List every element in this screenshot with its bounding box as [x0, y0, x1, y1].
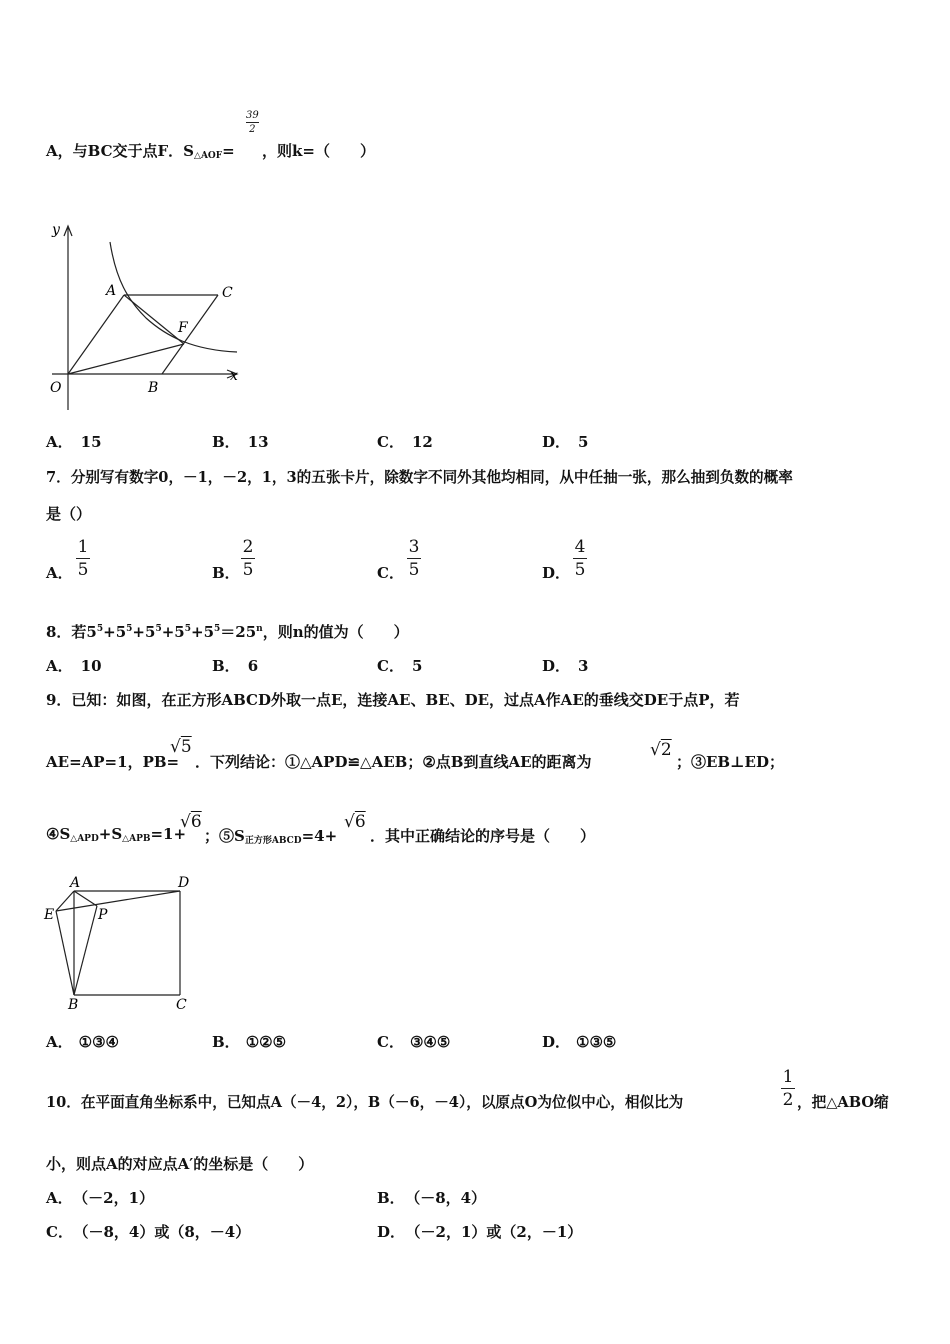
q6-option-d[interactable]: D． 5 [542, 433, 589, 451]
label-F: F [178, 320, 188, 336]
q8-option-a[interactable]: A． 10 [46, 657, 102, 675]
label-B: B [68, 997, 79, 1010]
q9-sqrt5: √5 [170, 737, 192, 757]
q10-option-b[interactable]: B． （－8，4） [377, 1189, 487, 1207]
label-C: C [222, 285, 233, 301]
q9-stem-line2c: ；③EB⊥ED； [676, 753, 784, 771]
q6-stem: A，与BC交于点F．$S_{\triangle AOF}=$ [46, 142, 235, 161]
q9-stem-line1: 9．已知：如图，在正方形ABCD外取一点E，连接AE、BE、DE，过点A作AE的垂线交DE于点P，若 [46, 691, 740, 709]
q6-stem-suffix: ，则k=（ ） [262, 142, 375, 160]
q7-option-b[interactable]: B． [212, 564, 240, 582]
label-A: A [106, 283, 117, 299]
q10-option-c[interactable]: C． （－8，4）或（8，－4） [46, 1223, 251, 1241]
label-P: P [98, 907, 108, 923]
segment-AF [124, 295, 184, 344]
q7-stem-line1: 7．分别写有数字0，－1，－2，1，3的五张卡片，除数字不同外其他均相同，从中任抽一张，那么抽到负数的概率 [46, 469, 793, 486]
q6-figure [42, 220, 242, 415]
q9-option-a[interactable]: A． ①③④ [46, 1033, 119, 1051]
q9-sqrt6-b: √6 [344, 812, 366, 832]
label-C: C [176, 997, 187, 1010]
q8-stem: 8．若$5^5+5^5+5^5+5^5+5^5=25^n$，则n的值为（ ） [46, 623, 409, 641]
segment-AP [74, 891, 97, 906]
q9-stem-line3: $④S_{\triangle APD}+S_{\triangle APB}=1+$ [46, 825, 187, 844]
label-x: x [230, 368, 238, 384]
label-O: O [50, 380, 62, 396]
q10-stem-line1a: 10．在平面直角坐标系中，已知点A（－4，2），B（－6，－4），以原点O为位似中心，相似比为 [46, 1094, 684, 1111]
q10-stem-line2: 小，则点A的对应点A′的坐标是（ ） [46, 1155, 314, 1173]
q7-option-c-fraction: 3 5 [408, 537, 420, 580]
q7-option-d[interactable]: D． [542, 564, 571, 582]
q10-fraction: 1 2 [782, 1067, 794, 1110]
q7-option-c[interactable]: C． [377, 564, 404, 582]
q10-option-d[interactable]: D． （－2，1）或（2，－1） [377, 1223, 583, 1241]
q9-option-c[interactable]: C． ③④⑤ [377, 1033, 451, 1051]
q6-fraction: 39 2 [246, 110, 259, 135]
label-A: A [70, 875, 81, 891]
label-B: B [148, 380, 159, 396]
segment-PB [74, 906, 97, 995]
q10-option-a[interactable]: A． （－2，1） [46, 1189, 155, 1207]
q9-stem-line3c: ．其中正确结论的序号是（ ） [370, 827, 596, 845]
q9-option-d[interactable]: D． ①③⑤ [542, 1033, 617, 1051]
q7-option-a-fraction: 1 5 [77, 537, 89, 580]
q10-stem-line1b: ，把△ABO缩 [797, 1094, 889, 1111]
q9-figure [42, 875, 202, 1010]
q9-option-b[interactable]: B． ①②⑤ [212, 1033, 287, 1051]
q7-stem-line2: 是（） [46, 505, 92, 523]
q7-option-b-fraction: 2 5 [242, 537, 254, 580]
q9-sqrt6-a: √6 [180, 812, 202, 832]
label-y: y [52, 222, 60, 238]
q6-option-a[interactable]: A． 15 [46, 433, 102, 451]
q7-option-a[interactable]: A． [46, 564, 73, 582]
segment-EB [56, 911, 74, 995]
q8-option-c[interactable]: C． 5 [377, 657, 423, 675]
q8-option-b[interactable]: B． 6 [212, 657, 259, 675]
q7-option-d-fraction: 4 5 [574, 537, 586, 580]
q9-stem-line3b: ；$⑤S_{正方形ABCD}=4+$ [204, 827, 338, 846]
q6-option-c[interactable]: C． 12 [377, 433, 433, 451]
q9-stem-line2a: AE=AP=1，PB= [46, 753, 180, 771]
label-E: E [44, 907, 55, 923]
label-D: D [178, 875, 190, 891]
q9-sqrt2: √2 [650, 740, 672, 760]
q8-option-d[interactable]: D． 3 [542, 657, 589, 675]
segment-CB [162, 295, 218, 374]
q9-stem-line2b: ．下列结论：①△APD≌△AEB；②点B到直线AE的距离为 [195, 753, 592, 771]
q6-option-b[interactable]: B． 13 [212, 433, 269, 451]
